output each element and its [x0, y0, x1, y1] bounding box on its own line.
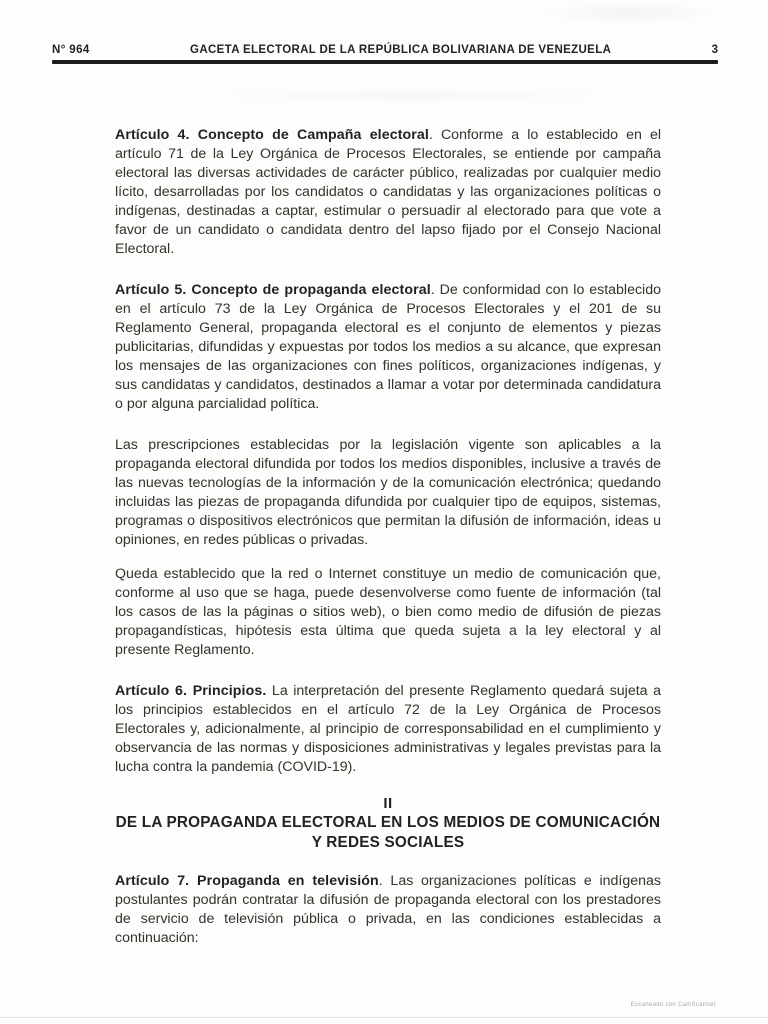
header-divider-rule [52, 60, 718, 64]
paragraph-articulo-4 [115, 126, 661, 259]
articulo-4-text: . Conforme a lo establecido en el artículo 71 de la Ley Orgánica de Procesos Electorales, se entiende por campaña electoral las diversas actividades de carácter público, realizadas por cualquier medio lícito, desarrolladas por los candidatos o candidatas y las organizaciones políticas o indígenas, destinadas a captar, estimular o persuadir al electorado para que vote a favor de un candidato o candidata dentro del lapso fijado por el Consejo Nacional Electoral. [115, 127, 661, 257]
articulo-5-lead: Artículo 5. Concepto de propaganda electoral [115, 282, 431, 298]
articulo-5-text: . De conformidad con lo establecido en el artículo 73 de la Ley Orgánica de Procesos Electorales y el 201 de su Reglamento General, propaganda electoral es el conjunto de elementos y piezas publicitarias, difundidas y expuestas por todos los medios a su alcance, que expresan los mensajes de las organizaciones con fines políticos, organizaciones indígenas, y sus candidatas y candidatos, destinados a llamar a votar por determinada candidatura o por alguna parcialidad política. [115, 282, 661, 412]
scan-bottom-edge [0, 1017, 768, 1018]
page-number: 3 [711, 44, 718, 56]
paragraph-prescripciones [115, 436, 661, 550]
gazette-issue-number: N° 964 [52, 44, 90, 56]
paragraph-articulo-7 [115, 872, 661, 948]
section-title-line-1: DE LA PROPAGANDA ELECTORAL EN LOS MEDIOS DE COMUNICACIÓN [115, 814, 661, 831]
paragraph-articulo-6 [115, 682, 661, 777]
articulo-6-text: La interpretación del presente Reglamento quedará sujeta a los principios establecidos en el artículo 72 de la Ley Orgánica de Procesos Electorales y, adicionalmente, al principio de corresponsabilidad en el cumplimiento y observancia de las normas y disposiciones administrativas y legales previstas para la lucha contra la pandemia (COVID-19). [115, 683, 661, 775]
paragraph-articulo-5 [115, 281, 661, 414]
gazette-title: GACETA ELECTORAL DE LA REPÚBLICA BOLIVARIANA DE VENEZUELA [190, 44, 612, 56]
section-title-line-2: Y REDES SOCIALES [311, 834, 465, 851]
prescripciones-text: Las prescripciones establecidas por la legislación vigente son aplicables a la propaganda electoral difundida por todos los medios disponibles, inclusive a través de las nuevas tecnologías de la información y de la comunicación electrónica; quedando incluidas las piezas de propaganda difundida por cualquier tipo de equipos, sistemas, programas o dispositivos electrónicos que permitan la difusión de información, ideas u opiniones, en redes públicas o privadas. [115, 437, 661, 548]
articulo-4-lead: Artículo 4. Concepto de Campaña electoral [115, 127, 429, 143]
scan-smudge [540, 2, 720, 24]
paragraph-internet [115, 565, 661, 660]
section-heading [115, 795, 661, 853]
camscanner-watermark: Escaneado con CamScanner [630, 1002, 716, 1008]
section-numeral: II [383, 795, 393, 812]
internet-text: Queda establecido que la red o Internet constituye un medio de comunicación que, conforme al uso que se haga, puede desenvolverse como fuente de información (tal los casos de las la páginas o sitios web), o bien como medio de difusión de piezas propagandísticas, hipótesis esta última que queda sujeta a la ley electoral y al presente Reglamento. [115, 566, 661, 658]
articulo-7-lead: Artículo 7. Propaganda en televisión [115, 873, 379, 889]
document-body [115, 126, 661, 970]
scan-smudge [200, 88, 620, 104]
articulo-6-lead: Artículo 6. Principios. [115, 683, 267, 699]
page-header [52, 40, 718, 62]
articulo-7-text: . Las organizaciones políticas e indígenas postulantes podrán contratar la difusión de propaganda electoral con los prestadores de servicio de televisión pública o privada, en las condiciones establecidas a continuación: [115, 873, 661, 946]
